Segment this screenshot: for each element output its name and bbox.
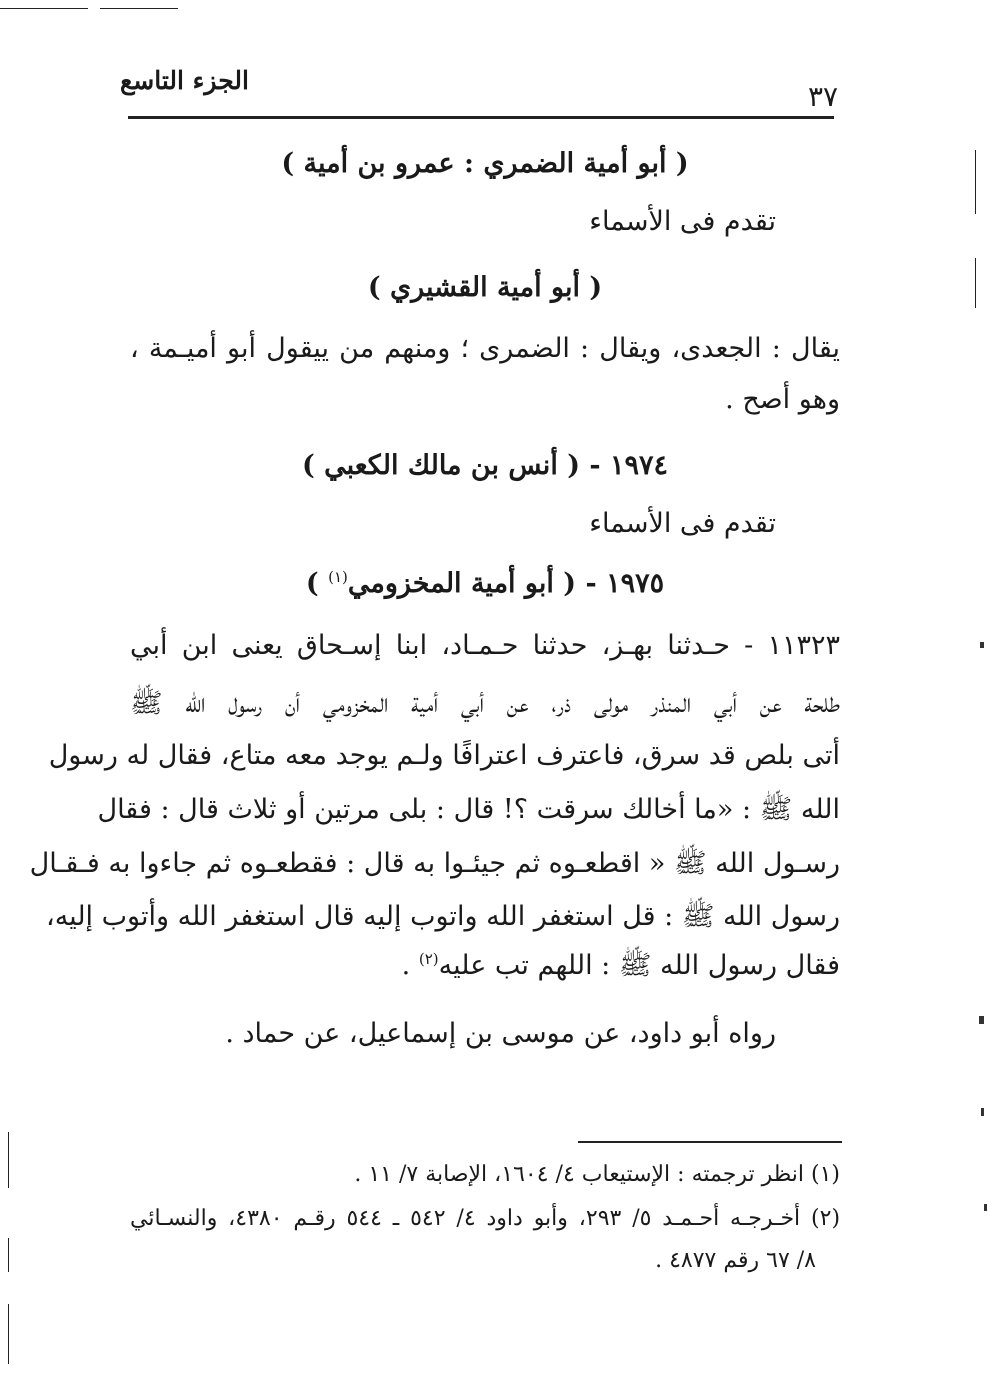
heading-close: ) bbox=[305, 568, 319, 599]
riwaya-line: رواه أبو داود، عن موسى بن إسماعيل، عن حماد . bbox=[225, 1018, 776, 1049]
hadith-line bbox=[402, 948, 840, 988]
footnote: ٨/ ٦٧ رقم ٤٨٧٧ . bbox=[655, 1248, 816, 1273]
margin-scan-line bbox=[8, 1132, 9, 1188]
section-text: وهو أصح . bbox=[725, 384, 840, 415]
margin-dot bbox=[984, 1204, 987, 1211]
margin-scan-line bbox=[8, 1304, 9, 1364]
footnote-marker: (٢) bbox=[418, 950, 439, 968]
hadith-line: الله ﷺ : «ما أخالك سرقت ؟! قال : بلى مرتين أو ثلاث قال : فقال bbox=[97, 794, 840, 825]
footnote: (١) انظر ترجمته : الإستيعاب ٤/ ١٦٠٤، الإصابة ٧/ ١١ . bbox=[354, 1162, 840, 1187]
margin-scan-line bbox=[8, 1238, 9, 1272]
scan-edge-line bbox=[0, 8, 88, 9]
section-text: يقال : الجعدى، ويقال : الضمرى ؛ ومنهم من ييقول أبو أميـمة ، bbox=[130, 333, 840, 364]
page-number: ٣٧ bbox=[808, 80, 839, 113]
hadith-line: أتى بلص قد سرق، فاعترف اعترافًا ولـم يوجد معه متاع، فقال له رسول bbox=[48, 740, 840, 771]
heading-text: ١٩٧٥ - ( أبو أمية المخزومي bbox=[347, 568, 665, 599]
hadith-line: طلحة عن أبي المنذر مولى ذر، عن أبي أمية المخزومي أن رسول الله ﷺ bbox=[130, 688, 840, 719]
section-text: تقدم فى الأسماء bbox=[589, 206, 776, 237]
hadith-line: ١١٣٢٣ - حـدثنا بهـز، حدثنا حـمـاد، ابنا إسـحاق يعنى ابن أبي bbox=[130, 630, 840, 661]
section-heading: ( أبو أمية الضمري : عمرو بن أمية ) bbox=[281, 148, 689, 179]
footnote: (٢) أخـرجـه أحـمـد ٥/ ٢٩٣، وأبو داود ٤/ ٥٤٢ ـ ٥٤٤ رقـم ٤٣٨٠، والنسـائي bbox=[130, 1206, 841, 1231]
margin-scan-line bbox=[975, 258, 976, 308]
footnote-marker: (١) bbox=[328, 568, 348, 586]
margin-dot bbox=[979, 1016, 984, 1024]
section-heading: ( أبو أمية القشيري ) bbox=[367, 272, 603, 303]
running-header-volume: الجزء التاسع bbox=[120, 66, 249, 95]
margin-dot bbox=[980, 642, 984, 648]
hadith-last-end: . bbox=[401, 950, 411, 981]
section-heading: ١٩٧٤ - ( أنس بن مالك الكعبي ) bbox=[301, 450, 669, 481]
scan-edge-line bbox=[100, 8, 178, 9]
hadith-line: رسـول الله ﷺ « اقطعـوه ثم جيئـوا به قال : فقطعـوه ثم جاءوا به فـقـال bbox=[29, 848, 840, 879]
hadith-last-text: فقال رسول الله ﷺ : اللهم تب عليه bbox=[438, 950, 840, 981]
header-rule bbox=[128, 116, 834, 119]
margin-dot bbox=[981, 1108, 984, 1116]
section-heading bbox=[130, 568, 840, 599]
footnote-separator bbox=[578, 1141, 842, 1143]
section-text: تقدم فى الأسماء bbox=[589, 508, 776, 539]
hadith-line: رسول الله ﷺ : قل استغفر الله واتوب إليه قال استغفر الله وأتوب إليه، bbox=[45, 901, 840, 932]
margin-scan-line bbox=[975, 150, 976, 214]
